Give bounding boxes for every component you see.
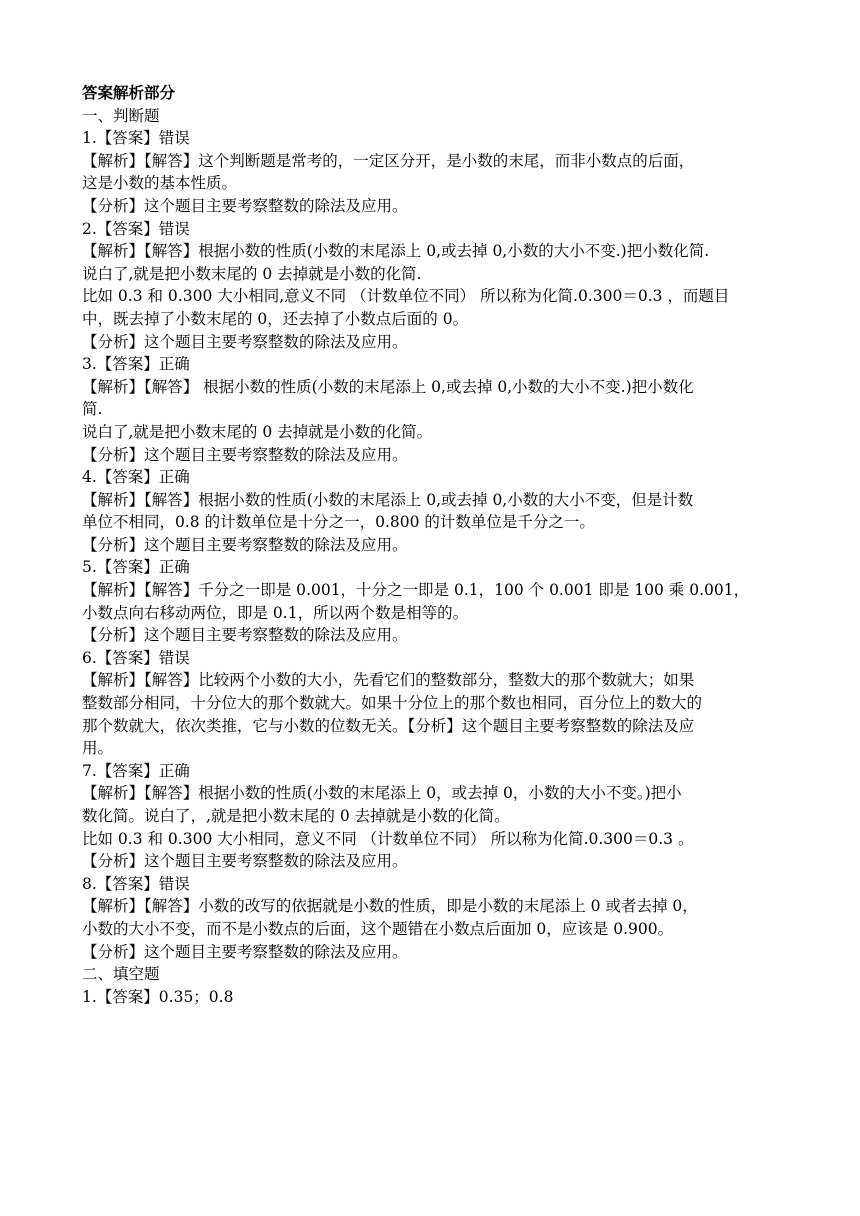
- text-line: 比如 0.3 和 0.300 大小相同，意义不同 （计数单位不同） 所以称为化简.0.300＝0.3 。: [82, 829, 694, 848]
- text-line: 1.【答案】错误: [82, 129, 190, 148]
- text-line: 【分析】这个题目主要考察整数的除法及应用。: [82, 852, 408, 871]
- text-line: 【解析】【解答】比较两个小数的大小，先看它们的整数部分，整数大的那个数就大；如果: [82, 671, 695, 690]
- text-line: 比如 0.3 和 0.300 大小相同,意义不同 （计数单位不同） 所以称为化简.0.300＝0.3 ，而题目: [82, 287, 730, 306]
- text-line: 【分析】这个题目主要考察整数的除法及应用。: [82, 535, 408, 554]
- text-line: 数化简。说白了，,就是把小数末尾的 0 去掉就是小数的化简。: [82, 807, 510, 825]
- text-line: 3.【答案】正确: [82, 355, 190, 374]
- text-line: 小数的大小不变，而不是小数点的后面，这个题错在小数点后面加 0，应该是 0.900。: [82, 919, 674, 938]
- text-line: 整数部分相同，十分位大的那个数就大。如果十分位上的那个数也相同，百分位上的数大的: [82, 694, 703, 713]
- text-line: 说白了,就是把小数末尾的 0 去掉就是小数的化简。: [82, 422, 433, 441]
- text-line: 1.【答案】0.35；0.8: [82, 987, 234, 1006]
- text-line: 【解析】【解答】 根据小数的性质(小数的末尾添上 0,或去掉 0,小数的大小不变.)把小数化: [82, 377, 694, 396]
- text-line: 【解析】【解答】根据小数的性质(小数的末尾添上 0,或去掉 0,小数的大小不变.)把小数化简.: [82, 242, 710, 261]
- text-line: 【分析】这个题目主要考察整数的除法及应用。: [82, 942, 408, 961]
- text-line: 【解析】【解答】根据小数的性质(小数的末尾添上 0，或去掉 0，小数的大小不变。)把小: [82, 784, 682, 803]
- text-line: 小数点向右移动两位，即是 0.1，所以两个数是相等的。: [82, 603, 469, 622]
- section-heading-fill-in: 二、填空题: [82, 965, 160, 984]
- text-line: 【分析】这个题目主要考察整数的除法及应用。: [82, 445, 408, 464]
- text-line: 【解析】【解答】小数的改写的依据就是小数的性质，即是小数的末尾添上 0 或者去掉 0，: [82, 897, 698, 916]
- text-line: 中，既去掉了小数末尾的 0，还去掉了小数点后面的 0。: [82, 309, 469, 328]
- text-line: 【解析】【解答】这个判断题是常考的，一定区分开，是小数的末尾，而非小数点的后面，: [82, 151, 695, 170]
- text-line: 说白了,就是把小数末尾的 0 去掉就是小数的化简.: [82, 264, 422, 283]
- text-line: 7.【答案】正确: [82, 761, 190, 780]
- answer-document: [82, 82, 782, 1008]
- text-line: 单位不相同，0.8 的计数单位是十分之一，0.800 的计数单位是千分之一。: [82, 513, 595, 532]
- text-line: 8.【答案】错误: [82, 874, 190, 893]
- section-heading-judgement: 一、判断题: [82, 106, 160, 125]
- text-line: 【解析】【解答】千分之一即是 0.001，十分之一即是 0.1，100 个 0.001 即是 100 乘 0.001，: [82, 581, 750, 600]
- text-line: 6.【答案】错误: [82, 648, 190, 667]
- text-line: 这是小数的基本性质。: [82, 174, 238, 193]
- text-line: 4.【答案】正确: [82, 468, 190, 487]
- text-line: 【解析】【解答】根据小数的性质(小数的末尾添上 0,或去掉 0,小数的大小不变，但是计数: [82, 490, 694, 509]
- text-line: 【分析】这个题目主要考察整数的除法及应用。: [82, 332, 408, 351]
- document-title: 答案解析部分: [82, 83, 176, 102]
- text-line: 简.: [82, 400, 103, 419]
- text-line: 5.【答案】正确: [82, 558, 190, 577]
- text-line: 【分析】这个题目主要考察整数的除法及应用。: [82, 626, 408, 645]
- text-line: 用。: [82, 739, 114, 758]
- text-line: 【分析】这个题目主要考察整数的除法及应用。: [82, 196, 408, 215]
- text-line: 2.【答案】错误: [82, 219, 190, 238]
- text-line: 那个数就大，依次类推，它与小数的位数无关。【分析】这个题目主要考察整数的除法及应: [82, 716, 695, 735]
